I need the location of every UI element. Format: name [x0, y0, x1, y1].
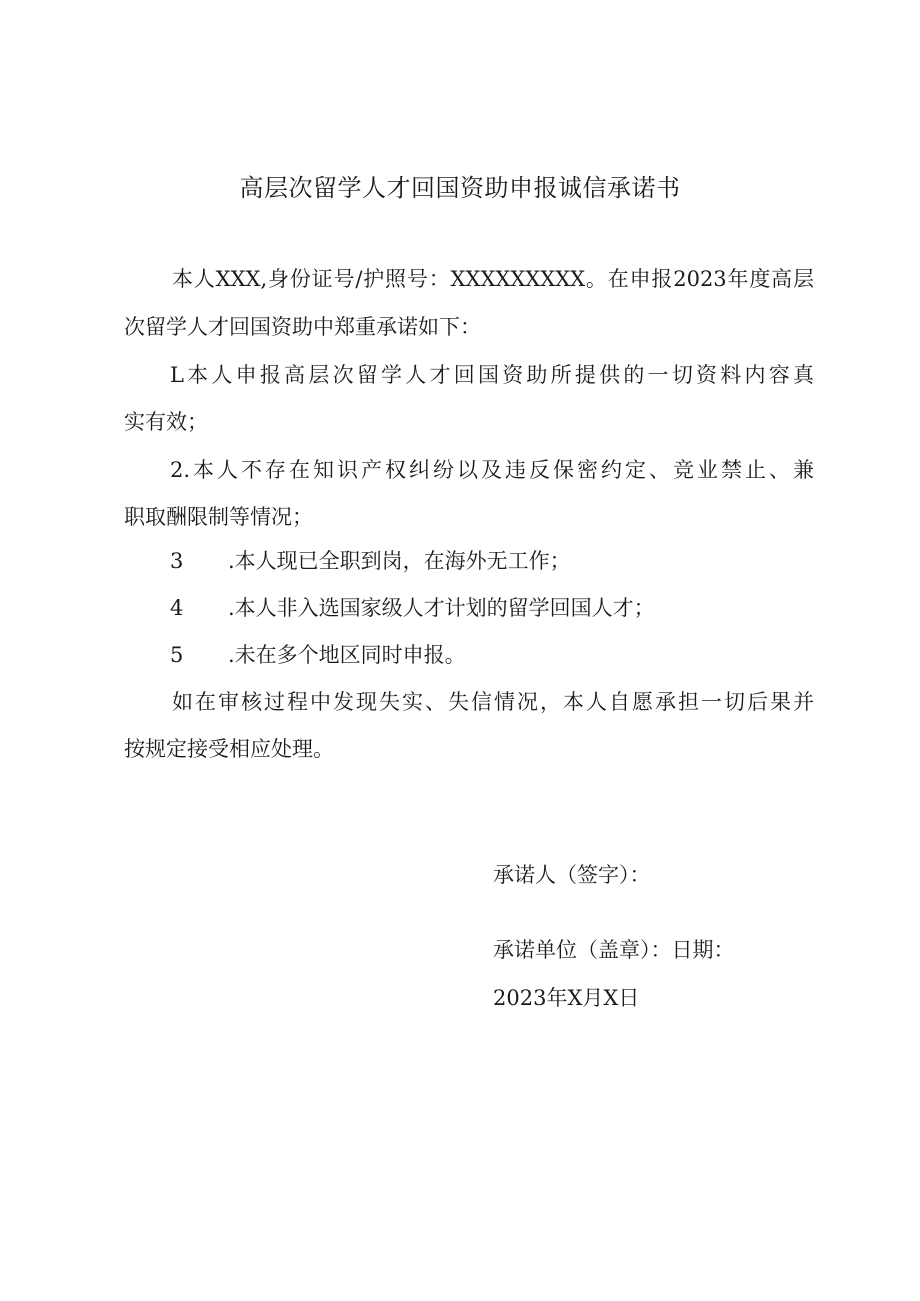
intro-line-2: 次留学人才回国资助中郑重承诺如下：: [124, 315, 481, 339]
item-4: [170, 594, 860, 622]
item-2-line-1: 2.本人不存在知识产权纠纷以及违反保密约定、竞业禁止、兼: [170, 458, 814, 482]
item-1-line-1: L本人申报高层次留学人才回国资助所提供的一切资料内容真: [170, 363, 814, 387]
item-4-text: .本人非入选国家级人才计划的留学回国人才；: [228, 596, 655, 620]
intro-line-1: 本人XXX,身份证号/护照号：XXXXXXXXX。在申报2023年度高层: [172, 267, 814, 291]
item-3: [170, 547, 860, 575]
unit-date-label: 承诺单位（盖章）：日期：: [493, 938, 735, 962]
item-5-number: 5: [170, 643, 184, 667]
item-2-line-2: 职取酬限制等情况；: [124, 505, 313, 529]
document-title: 高层次留学人才回国资助申报诚信承诺书: [239, 174, 681, 202]
closing-line-2: 按规定接受相应处理。: [124, 737, 334, 761]
signature-date: 2023年X月X日: [493, 986, 640, 1010]
item-4-number: 4: [170, 596, 184, 620]
item-1-line-2: 实有效；: [124, 410, 208, 434]
item-5: [170, 641, 860, 669]
item-3-number: 3: [170, 549, 184, 573]
item-3-text: .本人现已全职到岗，在海外无工作；: [228, 549, 571, 573]
closing-line-1: 如在审核过程中发现失实、失信情况，本人自愿承担一切后果并: [172, 690, 814, 714]
item-5-text: .未在多个地区同时申报。: [228, 643, 466, 667]
signer-label: 承诺人（签字）：: [493, 863, 651, 887]
